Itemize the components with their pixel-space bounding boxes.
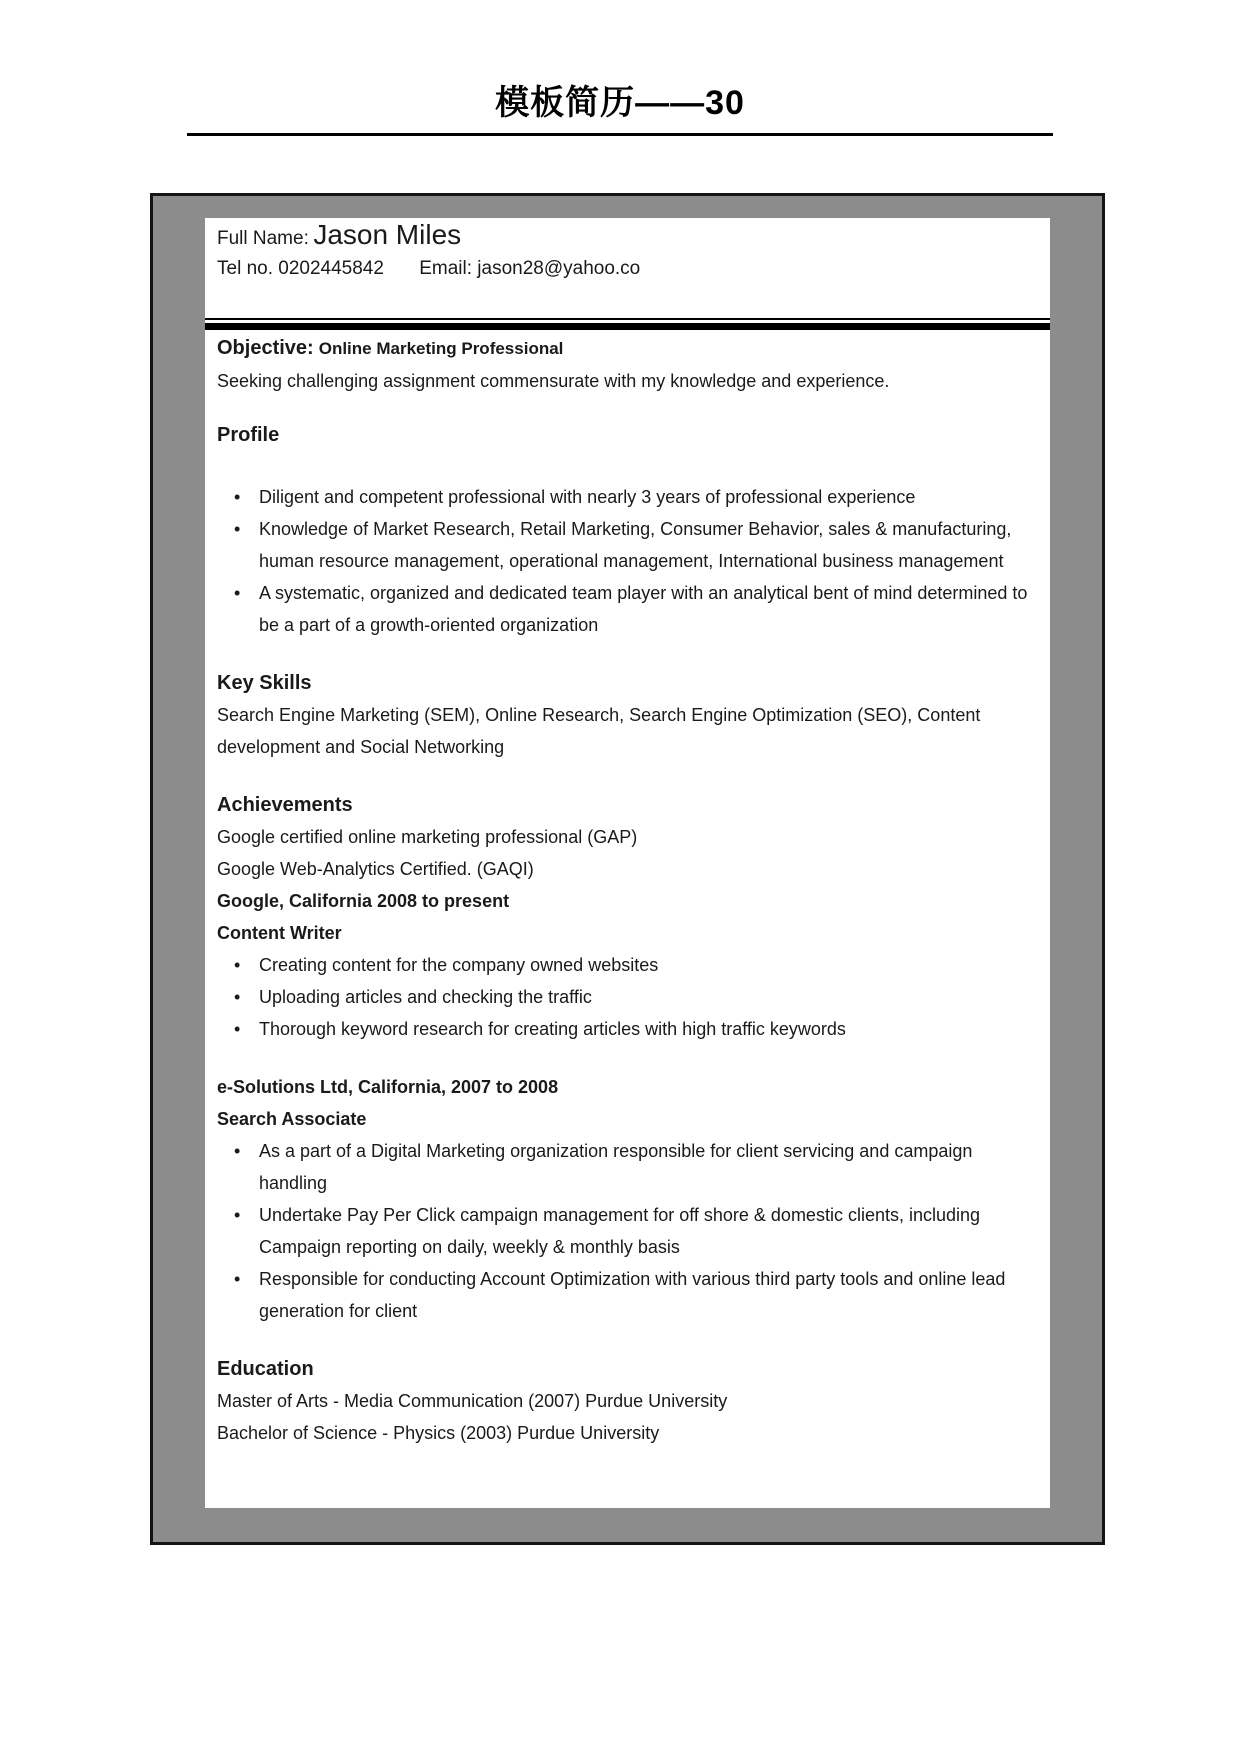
job-bullet-list <box>217 949 1038 1045</box>
section-heading-achievements: Achievements <box>217 794 353 816</box>
resume-card <box>205 218 1050 1508</box>
resume-header <box>205 218 1050 283</box>
full-name-label: Full Name: <box>217 228 309 249</box>
separator-thick-bar <box>205 323 1050 330</box>
education-item: Master of Arts - Media Communication (2007) Purdue University <box>217 1391 728 1411</box>
resume-body <box>205 330 1050 1449</box>
key-skills-text: Search Engine Marketing (SEM), Online Research, Search Engine Optimization (SEO), Content development and Social Networking <box>217 705 981 757</box>
full-name-line <box>217 220 1038 255</box>
job-bullet-list <box>217 1135 1038 1327</box>
bullet-item: • As a part of a Digital Marketing organization responsible for client servicing and campaign handling <box>259 1135 1038 1199</box>
bullet-item: • Uploading articles and checking the traffic <box>259 981 1038 1013</box>
telephone-number: Tel no. 0202445842 <box>217 258 384 279</box>
job-role: Search Associate <box>217 1109 367 1129</box>
section-heading-education: Education <box>217 1358 314 1380</box>
email-address: Email: jason28@yahoo.co <box>419 258 641 279</box>
profile-bullet-list <box>217 481 1038 641</box>
bullet-item: • Thorough keyword research for creating articles with high traffic keywords <box>259 1013 1038 1045</box>
job-company-line: Google, California 2008 to present <box>217 891 510 911</box>
certification-line: Google certified online marketing professional (GAP) <box>217 827 638 847</box>
objective-title: Online Marketing Professional <box>318 339 564 358</box>
job-role: Content Writer <box>217 923 342 943</box>
bullet-item: • Knowledge of Market Research, Retail Marketing, Consumer Behavior, sales & manufacturing, human resource management, operational management, International business management <box>259 513 1038 577</box>
bullet-item: • Responsible for conducting Account Optimization with various third party tools and online lead generation for client <box>259 1263 1038 1327</box>
objective-summary: Seeking challenging assignment commensurate with my knowledge and experience. <box>217 371 890 391</box>
contact-line <box>217 255 1038 283</box>
resume-frame <box>150 193 1105 1545</box>
section-heading-profile: Profile <box>217 424 280 446</box>
full-name-value: Jason Miles <box>313 219 462 250</box>
bullet-item: • Undertake Pay Per Click campaign management for off shore & domestic clients, including Campaign reporting on daily, weekly & monthly basis <box>259 1199 1038 1263</box>
education-item: Bachelor of Science - Physics (2003) Purdue University <box>217 1423 660 1443</box>
bullet-item: • Diligent and competent professional with nearly 3 years of professional experience <box>259 481 1038 513</box>
bullet-item: • Creating content for the company owned websites <box>259 949 1038 981</box>
section-heading-key-skills: Key Skills <box>217 672 312 694</box>
page-title: 模板简历——30 <box>495 84 745 122</box>
job-company-line: e-Solutions Ltd, California, 2007 to 2008 <box>217 1077 559 1097</box>
separator-thin-line <box>205 318 1050 320</box>
title-underline <box>187 133 1053 136</box>
bullet-item: • A systematic, organized and dedicated team player with an analytical bent of mind determined to be a part of a growth-oriented organization <box>259 577 1038 641</box>
objective-line <box>217 332 1038 365</box>
certification-line: Google Web-Analytics Certified. (GAQI) <box>217 859 534 879</box>
objective-label: Objective: <box>217 337 314 359</box>
